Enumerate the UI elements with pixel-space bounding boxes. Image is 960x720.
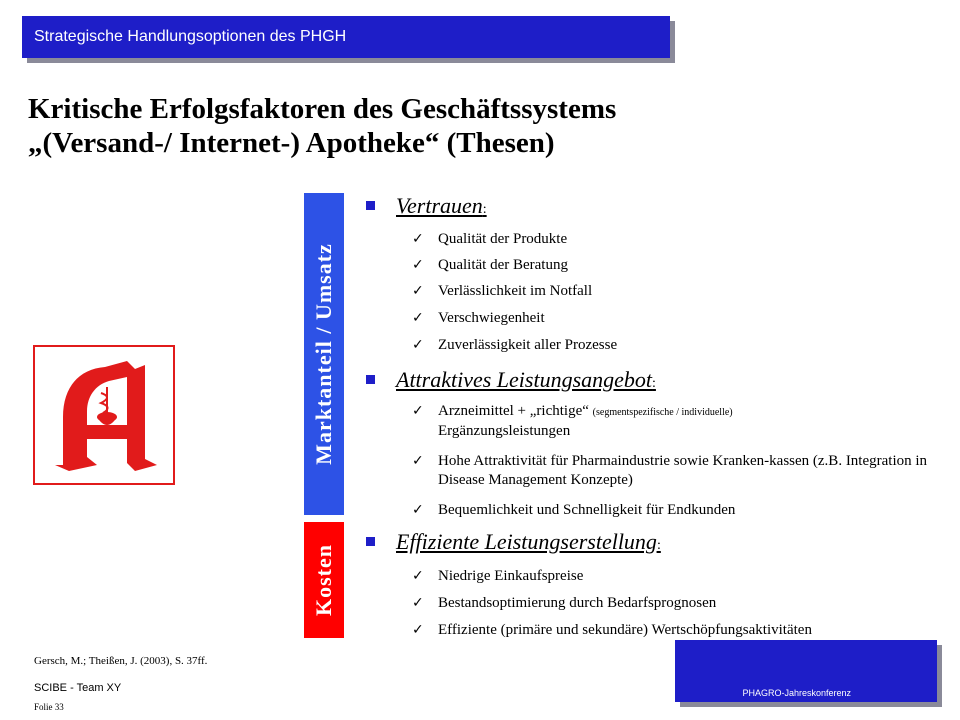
apotheke-logo (33, 345, 175, 485)
check-icon: ✓ (412, 257, 424, 273)
square-bullet-icon (366, 375, 375, 384)
section-heading-vertrauen: Vertrauen: (368, 194, 459, 222)
check-icon: ✓ (412, 310, 424, 326)
page-title (28, 92, 928, 160)
check-icon: ✓ (412, 231, 424, 247)
title-line-1: Kritische Erfolgsfaktoren des Geschäftssystems (28, 93, 617, 125)
check-icon: ✓ (412, 568, 424, 584)
conference-box (675, 640, 937, 702)
check-icon: ✓ (412, 283, 424, 299)
square-bullet-icon (366, 201, 375, 210)
list-item: ✓ Hohe Attraktivität für Pharmaindustrie sowie Kranken-kassen (z.B. Integration in Disease Management Konzepte) (412, 453, 928, 488)
check-icon: ✓ (412, 502, 424, 518)
check-icon: ✓ (412, 622, 424, 638)
apotheke-a-icon (35, 347, 173, 483)
list-item: ✓ Niedrige Einkaufspreise (412, 568, 584, 584)
list-item: ✓ Bequemlichkeit und Schnelligkeit für Endkunden (412, 502, 736, 518)
list-item: ✓ Zuverlässigkeit aller Prozesse (412, 337, 618, 353)
slide-number: Folie 33 (34, 702, 64, 712)
check-icon: ✓ (412, 453, 424, 469)
section-heading-leistungsangebot: Attraktives Leistungsangebot: (368, 368, 628, 396)
list-item: ✓ Verlässlichkeit im Notfall (412, 283, 593, 299)
cost-label-box (304, 522, 344, 638)
cost-label: Kosten (311, 544, 336, 616)
market-share-label: Marktanteil / Umsatz (311, 243, 336, 465)
team-label: SCIBE - Team XY (34, 682, 122, 694)
section-heading-leistungserstellung: Effiziente Leistungserstellung: (368, 530, 633, 558)
check-icon: ✓ (412, 595, 424, 611)
check-icon: ✓ (412, 403, 424, 419)
check-icon: ✓ (412, 337, 424, 353)
list-item: ✓ Arzneimittel + „richtige“ (segmentspezifische / individuelle) Ergänzungsleistungen (412, 403, 733, 439)
list-item: ✓ Bestandsoptimierung durch Bedarfsprognosen (412, 595, 717, 611)
square-bullet-icon (366, 537, 375, 546)
list-item: ✓ Qualität der Beratung (412, 257, 568, 273)
header-banner: Strategische Handlungsoptionen des PHGH (22, 16, 670, 58)
conference-label: PHAGRO-Jahreskonferenz (742, 688, 851, 698)
list-item: ✓ Qualität der Produkte (412, 231, 568, 247)
source-citation: Gersch, M.; Theißen, J. (2003), S. 37ff. (34, 655, 208, 667)
title-line-2: „(Versand-/ Internet-) Apotheke“ (Thesen) (28, 127, 555, 159)
list-item: ✓ Effiziente (primäre und sekundäre) Wertschöpfungsaktivitäten (412, 622, 812, 638)
list-item: ✓ Verschwiegenheit (412, 310, 545, 326)
market-share-label-box (304, 193, 344, 515)
